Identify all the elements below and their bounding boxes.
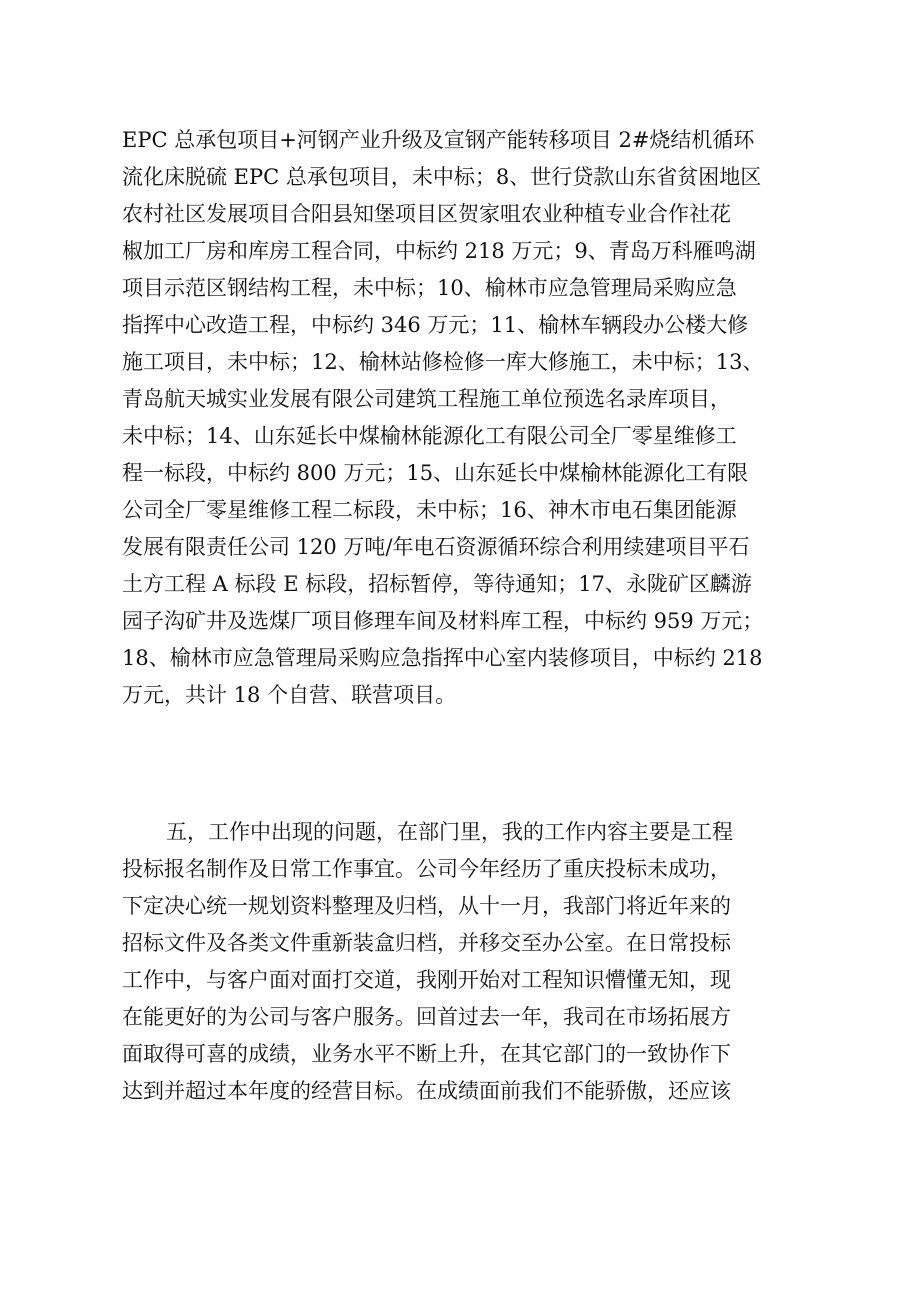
text-line: 18、榆林市应急管理局采购应急指挥中心室内装修项目，中标约 218 <box>122 646 763 670</box>
text-line: 椒加工厂房和库房工程合同，中标约 218 万元；9、青岛万科雁鸣湖 <box>122 239 756 263</box>
text-line: 发展有限责任公司 120 万吨/年电石资源循环综合利用续建项目平石 <box>122 535 750 559</box>
text-line: 程一标段，中标约 800 万元；15、山东延长中煤榆林能源化工有限 <box>122 461 749 485</box>
text-line: 在能更好的为公司与客户服务。回首过去一年，我司在市场拓展方 <box>122 1005 731 1029</box>
text-line: 下定决心统一规划资料整理及归档，从十一月，我部门将近年来的 <box>122 894 731 918</box>
text-line: 项目示范区钢结构工程，未中标；10、榆林市应急管理局采购应急 <box>122 276 737 300</box>
text-line: 达到并超过本年度的经营目标。在成绩面前我们不能骄傲，还应该 <box>122 1079 731 1103</box>
text-line: 投标报名制作及日常工作事宜。公司今年经历了重庆投标未成功， <box>122 857 731 881</box>
text-line: 五，工作中出现的问题，在部门里，我的工作内容主要是工程 <box>166 820 733 844</box>
text-line: 农村社区发展项目合阳县知堡项目区贺家咀农业种植专业合作社花 <box>122 202 731 226</box>
text-line: 工作中，与客户面对面打交道，我刚开始对工程知识懵懂无知，现 <box>122 968 731 992</box>
text-line: 万元，共计 18 个自营、联营项目。 <box>122 683 457 707</box>
text-line: 公司全厂零星维修工程二标段，未中标；16、神木市电石集团能源 <box>122 498 737 522</box>
text-line: 流化床脱硫 EPC 总承包项目，未中标；8、世行贷款山东省贫困地区 <box>122 165 762 189</box>
text-line: 未中标；14、山东延长中煤榆林能源化工有限公司全厂零星维修工 <box>122 424 737 448</box>
text-line: 园子沟矿井及选煤厂项目修理车间及材料库工程，中标约 959 万元； <box>122 609 764 633</box>
text-line: 指挥中心改造工程，中标约 346 万元；11、榆林车辆段办公楼大修 <box>122 313 749 337</box>
paragraph-project-list <box>122 122 802 714</box>
text-line: 招标文件及各类文件重新装盒归档，并移交至办公室。在日常投标 <box>122 931 731 955</box>
paragraph-work-issues <box>122 814 802 1110</box>
text-line: 施工项目，未中标；12、榆林站修检修一库大修施工，未中标；13、 <box>122 350 764 374</box>
text-line: EPC 总承包项目+河钢产业升级及宣钢产能转移项目 2#烧结机循环 <box>122 128 755 152</box>
text-line: 面取得可喜的成绩，业务水平不断上升，在其它部门的一致协作下 <box>122 1042 731 1066</box>
text-line: 土方工程 A 标段 E 标段，招标暂停，等待通知；17、永陇矿区麟游 <box>122 572 752 596</box>
text-line: 青岛航天城实业发展有限公司建筑工程施工单位预选名录库项目， <box>122 387 731 411</box>
